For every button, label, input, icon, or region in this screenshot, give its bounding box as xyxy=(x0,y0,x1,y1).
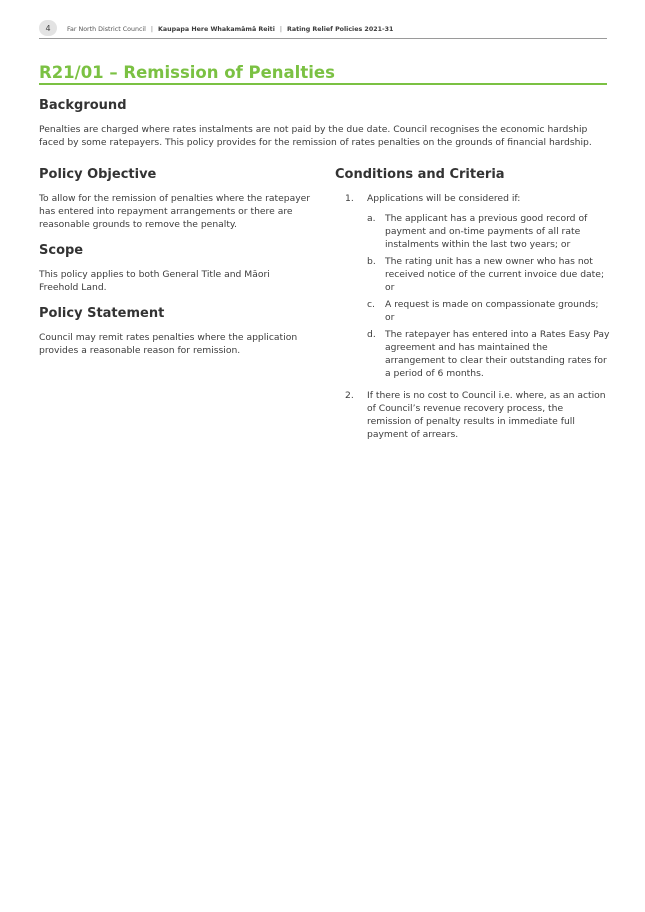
conditions-heading: Conditions and Criteria xyxy=(335,167,505,182)
header-doc-title: Kaupapa Here Whakamāmā Reiti xyxy=(158,25,275,33)
sub-list-item xyxy=(367,298,610,324)
list-item-number: 2. xyxy=(345,390,354,401)
scope-text: This policy applies to both General Title and Māori Freehold Land. xyxy=(39,269,270,293)
statement-heading: Policy Statement xyxy=(39,306,165,321)
sub-item-text: The applicant has a previous good record of payment and on-time payments of all rate instalments within the last two years; or xyxy=(385,213,588,250)
header-separator: | xyxy=(279,25,282,33)
sub-item-text: A request is made on compassionate grounds; or xyxy=(385,299,599,323)
list-item-text: If there is no cost to Council i.e. where, as an action of Council’s revenue recovery process, the remission of penalty results in immediate full payment of arrears. xyxy=(367,390,606,440)
sub-item-letter: c. xyxy=(367,299,375,310)
background-text: Penalties are charged where rates instalments are not paid by the due date. Council recognises the economic hardship faced by some ratepayers. This policy provides for the remission of rates penalties on the grounds of financial hardship. xyxy=(39,124,592,148)
statement-text: Council may remit rates penalties where the application provides a reasonable reason for remission. xyxy=(39,332,298,356)
sub-list-item xyxy=(367,212,610,251)
sub-list-item xyxy=(367,255,610,294)
objective-heading: Policy Objective xyxy=(39,167,157,182)
scope-heading: Scope xyxy=(39,243,84,258)
sub-list-item xyxy=(367,328,610,380)
sub-item-text: The ratepayer has entered into a Rates Easy Pay agreement and has maintained the arrangement to clear their outstanding rates for a period of 6 months. xyxy=(385,329,610,379)
sub-item-letter: b. xyxy=(367,256,376,267)
list-item-text: Applications will be considered if: xyxy=(367,193,521,204)
page-number: 4 xyxy=(39,20,57,36)
conditions-list xyxy=(335,192,610,441)
sub-item-text: The rating unit has a new owner who has not received notice of the current invoice due date; or xyxy=(385,256,605,293)
sub-item-letter: a. xyxy=(367,213,376,224)
header-doc-subtitle: Rating Relief Policies 2021-31 xyxy=(286,25,394,33)
list-item xyxy=(335,192,610,380)
page-header xyxy=(39,20,607,39)
list-item-number: 1. xyxy=(345,193,354,204)
header-separator: | xyxy=(150,25,154,33)
sub-item-letter: d. xyxy=(367,329,376,340)
list-item xyxy=(335,389,610,441)
header-org: Far North District Council xyxy=(67,25,146,33)
page-title: R21/01 – Remission of Penalties xyxy=(39,63,607,85)
background-heading: Background xyxy=(39,98,127,113)
objective-text: To allow for the remission of penalties where the ratepayer has entered into repayment arrangements or there are reasonable grounds to remove the penalty. xyxy=(39,193,311,230)
